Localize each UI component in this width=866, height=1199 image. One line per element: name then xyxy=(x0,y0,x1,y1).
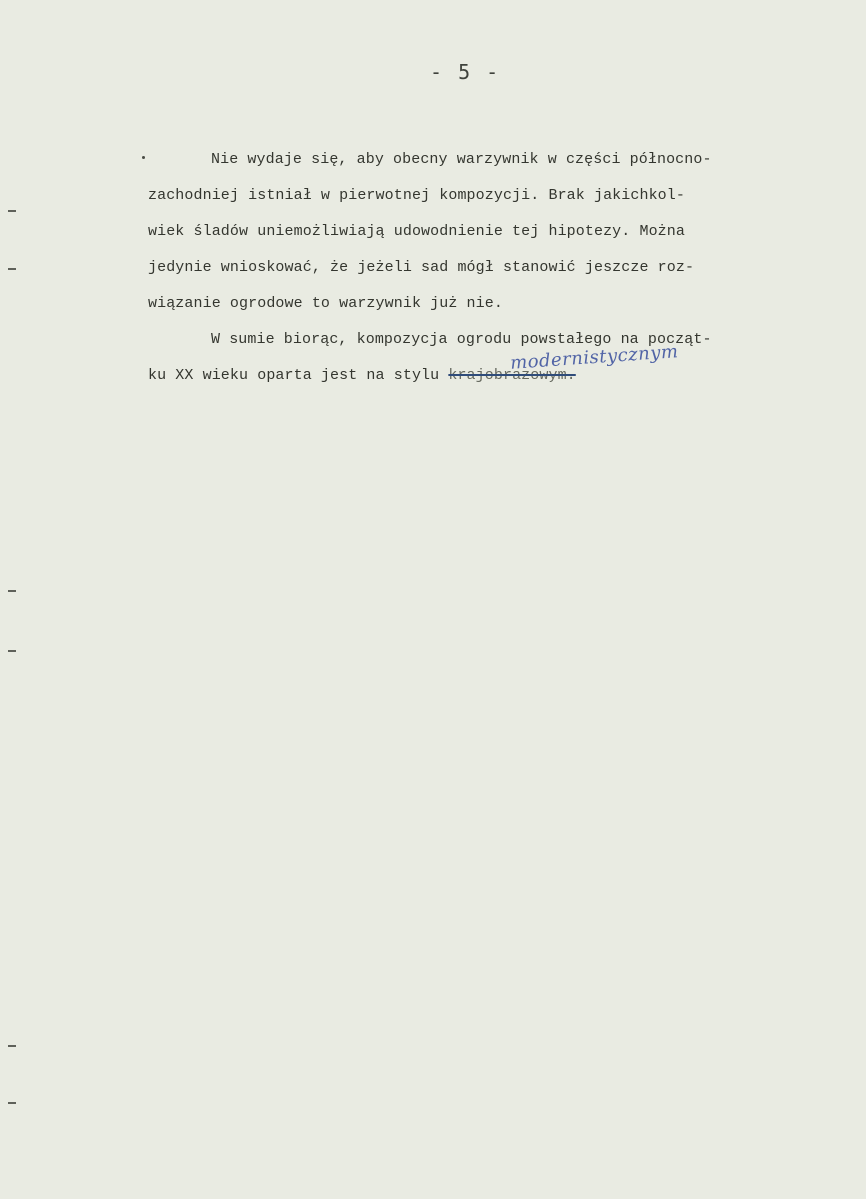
margin-mark xyxy=(8,1102,16,1104)
text-line: wiek śladów uniemożliwiają udowodnienie tej hipotezy. Można xyxy=(148,223,685,240)
margin-mark xyxy=(8,1045,16,1047)
page-number: - 5 - xyxy=(430,60,501,84)
text-line: wiązanie ogrodowe to warzywnik już nie. xyxy=(148,295,503,312)
text-line-last xyxy=(148,358,848,394)
text-line: Nie wydaje się, aby obecny warzywnik w części północno- xyxy=(211,151,712,168)
margin-mark xyxy=(8,650,16,652)
margin-mark xyxy=(8,210,16,212)
handwritten-correction: modernistycznym xyxy=(509,341,680,374)
text-line-start: ku XX wieku oparta jest na stylu xyxy=(148,367,449,384)
margin-mark xyxy=(8,268,16,270)
struck-word: krajobrazowym. xyxy=(448,367,576,384)
stray-mark xyxy=(142,156,145,159)
text-line: jedynie wnioskować, że jeżeli sad mógł stanowić jeszcze roz- xyxy=(148,259,695,276)
text-line: W sumie biorąc, kompozycja ogrodu powstałego na począt- xyxy=(211,331,712,348)
margin-mark xyxy=(8,590,16,592)
body-text xyxy=(148,142,848,394)
text-line: zachodniej istniał w pierwotnej kompozycji. Brak jakichkol- xyxy=(148,187,685,204)
